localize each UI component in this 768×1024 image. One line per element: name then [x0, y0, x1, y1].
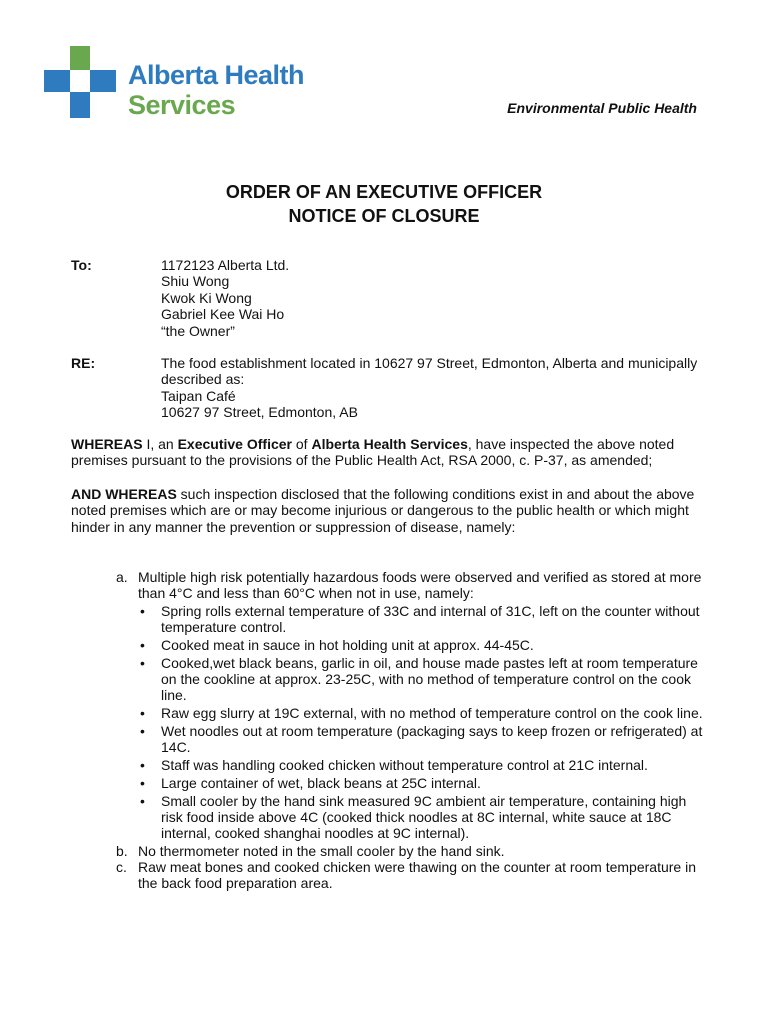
whereas-paragraph [71, 436, 701, 469]
condition-marker: a. [116, 569, 128, 585]
condition-marker: b. [116, 843, 128, 859]
document-title [0, 180, 768, 228]
list-item: • Cooked meat in sauce in hot holding unit at approx. 44-45C. [116, 637, 706, 653]
to-line: “the Owner” [161, 322, 235, 339]
list-item: • Raw egg slurry at 19C external, with no method of temperature control on the cook line. [116, 705, 706, 721]
re-line: Taipan Café [161, 387, 236, 404]
condition-a-bullets [116, 603, 706, 841]
to-line: 1172123 Alberta Ltd. [161, 257, 290, 273]
re-line: 10627 97 Street, Edmonton, AB [161, 404, 358, 421]
whereas-text: I, an [142, 436, 178, 452]
whereas-text: of [291, 436, 312, 452]
re-line: described as: [161, 371, 245, 388]
conditions-list [116, 569, 706, 891]
list-item: • Spring rolls external temperature of 33C and internal of 31C, left on the counter without temperature control. [116, 603, 706, 635]
to-line: Shiu Wong [161, 273, 230, 290]
condition-a [116, 569, 706, 601]
re-label: RE: [71, 355, 96, 371]
to-line: Kwok Ki Wong [161, 289, 252, 306]
list-item: • Cooked,wet black beans, garlic in oil, and house made pastes left at room temperature on the cookline at approx. 23-25C, with no method of temperature control on the cook line. [116, 655, 706, 703]
and-whereas-paragraph [71, 486, 701, 535]
executive-officer-term: Executive Officer [177, 436, 292, 452]
logo-line1: Alberta Health [128, 60, 305, 90]
logo-cross-right-icon [90, 70, 116, 92]
list-item: • Staff was handling cooked chicken without temperature control at 21C internal. [116, 757, 706, 773]
re-details [161, 355, 701, 421]
list-item: • Small cooler by the hand sink measured 9C ambient air temperature, containing high risk food inside above 4C (cooked thick noodles at 8C internal, white sauce at 18C internal, cooked shanghai noodles at 9C internal). [116, 793, 706, 841]
condition-text: Multiple high risk potentially hazardous foods were observed and verified as stored at more than 4°C and less than 60°C when not in use, namely: [138, 569, 702, 601]
title-line2: NOTICE OF CLOSURE [288, 206, 480, 226]
title-line1: ORDER OF AN EXECUTIVE OFFICER [225, 182, 543, 202]
whereas-lead: WHEREAS [71, 436, 143, 452]
logo-cross-top-icon [70, 46, 90, 70]
list-item: • Large container of wet, black beans at 25C internal. [116, 775, 706, 791]
department-name: Environmental Public Health [507, 100, 697, 116]
list-item: • Wet noodles out at room temperature (packaging says to keep frozen or refrigerated) at 14C. [116, 723, 706, 755]
and-whereas-lead: AND WHEREAS [71, 486, 177, 502]
and-whereas-text: such inspection disclosed that the following conditions exist in and about the above noted premises which are or may become injurious or dangerous to the public health or which might hinder in any manner the prevention or suppression of disease, namely: [71, 486, 695, 535]
condition-text: No thermometer noted in the small cooler by the hand sink. [138, 843, 505, 859]
condition-text: Raw meat bones and cooked chicken were thawing on the counter at room temperature in the back food preparation area. [138, 859, 696, 891]
logo-line2: Services [128, 90, 236, 120]
logo-wordmark [128, 62, 304, 119]
organization-name: Alberta Health Services [311, 436, 468, 452]
logo-cross-center-icon [70, 70, 90, 92]
logo-cross-left-icon [44, 70, 70, 92]
to-line: Gabriel Kee Wai Ho [161, 306, 285, 323]
condition-b [116, 843, 706, 859]
to-addressees [161, 257, 701, 339]
logo-cross-bottom-icon [70, 92, 90, 118]
re-line: The food establishment located in 10627 97 Street, Edmonton, Alberta and municipally [161, 355, 698, 371]
condition-marker: c. [116, 859, 127, 875]
whereas-text: , have inspected the above noted premises pursuant to the provisions of the Public Health Act, RSA 2000, c. P-37, as amended; [71, 436, 675, 469]
condition-c [116, 859, 706, 891]
to-label: To: [71, 257, 92, 273]
